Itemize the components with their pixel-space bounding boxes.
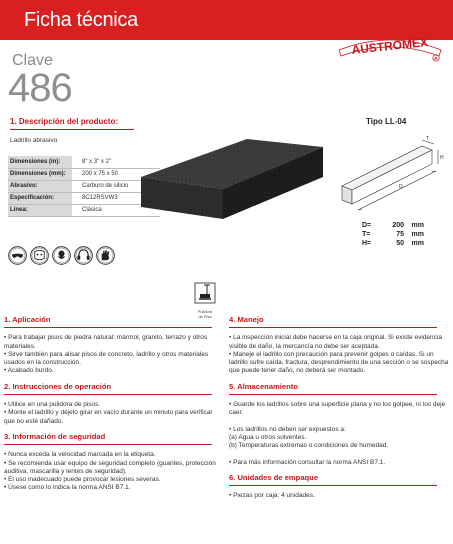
section-heading: 2. Instrucciones de operación — [4, 381, 112, 391]
section-paragraph: • Para trabajar pisos de piedra natural: mármol, granito, terrazo y otros materiales. — [4, 334, 208, 350]
section-paragraph — [229, 418, 451, 426]
page-title: Ficha técnica — [24, 9, 138, 31]
section-divider — [4, 327, 212, 328]
spec-key: Línea: — [8, 204, 72, 216]
gloves-icon — [96, 246, 115, 265]
tipo-label: Tipo LL-04 — [366, 117, 407, 126]
dimension-value: 200 — [392, 222, 404, 229]
dimension-row — [362, 222, 424, 231]
left-column — [4, 316, 218, 500]
section-paragraph: • Se recomienda usar equipo de seguridad completo (guantes, protección auditiva, mascarilla y lentes de seguridad). — [4, 459, 216, 475]
section-paragraph: • Los ladrillos no deben ser expuestos a: — [229, 425, 346, 433]
section-paragraph: • Úsese como lo indica la norma ANSI B7.1. — [4, 484, 131, 492]
dimension-row — [362, 240, 424, 249]
dust-mask-icon — [52, 246, 71, 265]
section-heading: 3. Información de seguridad — [4, 431, 106, 441]
svg-text:D: D — [399, 184, 403, 190]
svg-text:H: H — [440, 155, 444, 161]
floor-polisher-icon — [194, 282, 216, 304]
dimension-key: D= — [362, 222, 372, 229]
dimension-key: H= — [362, 240, 372, 247]
section-paragraph: • Utilice en una pulidora de pisos. — [4, 401, 101, 409]
section-block — [229, 316, 451, 383]
section-divider — [4, 444, 212, 445]
section-paragraph: • Monte el ladrillo y déjelo girar en vacío durante un minuto para verificar que no esté dañado. — [4, 409, 213, 425]
section-block — [4, 316, 218, 383]
dimension-list — [362, 222, 424, 249]
spec-value: 8" x 3" x 2" — [72, 156, 160, 168]
section-block — [229, 383, 451, 474]
section-block — [4, 433, 218, 500]
dimension-row — [362, 231, 424, 240]
floor-polisher — [191, 282, 219, 319]
svg-text:T: T — [426, 136, 430, 142]
spec-key: Especificación: — [8, 192, 72, 204]
spec-key: Abrasivo: — [8, 180, 72, 192]
section-paragraph: • Sirve también para alisar pisos de concreto, ladrillo y otros materiales usados en la construcción. — [4, 350, 209, 367]
dimension-value: 75 — [396, 231, 404, 238]
clave-label: Clave — [12, 52, 53, 69]
face-shield-icon — [30, 246, 49, 265]
product-brick-image — [127, 127, 327, 227]
svg-text:R: R — [434, 55, 438, 61]
ear-protection-icon — [74, 246, 93, 265]
safety-glasses-icon — [8, 246, 27, 265]
safety-icons — [8, 246, 115, 268]
austromex-logo — [335, 28, 445, 64]
dimension-value: 50 — [396, 240, 404, 247]
spec-key: Dimensiones (mm): — [8, 168, 72, 180]
description-text: Ladrillo abrasivo — [10, 137, 58, 144]
dimension-unit: mm — [411, 240, 424, 247]
brand-name: AUSTROMEX — [350, 35, 429, 57]
section-paragraph — [229, 451, 451, 459]
section-paragraph: (a) Agua u otros solventes. — [229, 433, 307, 441]
spec-value: 8C12RSVW3 — [72, 192, 160, 204]
description-heading: 1. Descripción del producto: — [10, 117, 119, 126]
section-block — [229, 474, 451, 508]
dimension-diagram — [336, 130, 446, 222]
section-paragraph: • Maneje el ladrillo con precaución para prevenir golpes o caídas. Si un ladrillo sufre caída, fractura, desprendimiento de una sección o se sospecha que puede tener daño, no deberá ser montado. — [229, 350, 449, 375]
section-paragraph: • Guarde los ladrillos sobre una superficie plana y no los golpee, ni los deje caer. — [229, 401, 446, 417]
section-paragraph: • La inspección inicial debe hacerse en la caja original. Si existe evidencia visible de daño, la mercancía no debe ser aceptada. — [229, 334, 442, 350]
section-divider — [4, 394, 212, 395]
section-divider — [229, 394, 437, 395]
section-paragraph: • Para más información consultar la norma ANSI B7.1. — [229, 458, 386, 466]
section-paragraph: (b) Temperaturas extremas o condiciones de humedad. — [229, 442, 389, 450]
section-heading: 5. Almacenamiento — [229, 381, 298, 391]
section-paragraph: • Piezas por caja: 4 unidades. — [229, 492, 315, 500]
dimension-unit: mm — [411, 231, 424, 238]
section-divider — [229, 485, 437, 486]
spec-value: 200 x 75 x 50 — [72, 168, 160, 180]
clave-number: 486 — [8, 66, 72, 110]
section-heading: 6. Unidades de empaque — [229, 472, 319, 482]
spec-value: Clásica — [72, 204, 160, 216]
dimension-unit: mm — [411, 222, 424, 229]
section-block — [4, 383, 218, 433]
section-divider — [229, 327, 437, 328]
floor-polisher-label-line2: de Piso — [198, 314, 212, 319]
dimension-key: T= — [362, 231, 371, 238]
section-heading: 4. Manejo — [229, 315, 264, 324]
section-heading: 1. Aplicación — [4, 315, 51, 324]
spec-value: Carburo de silicio — [72, 180, 160, 192]
section-paragraph: • Nunca exceda la velocidad marcada en la etiqueta. — [4, 451, 156, 459]
floor-polisher-label-line1: Pulidora — [197, 309, 213, 314]
section-paragraph: • Acabado burdo. — [4, 367, 54, 375]
spec-key: Dimensiones (in): — [8, 156, 72, 168]
right-column — [229, 316, 451, 507]
description-divider — [10, 129, 134, 130]
section-paragraph: • El uso inadecuado puede provocar lesiones severas. — [4, 476, 161, 484]
